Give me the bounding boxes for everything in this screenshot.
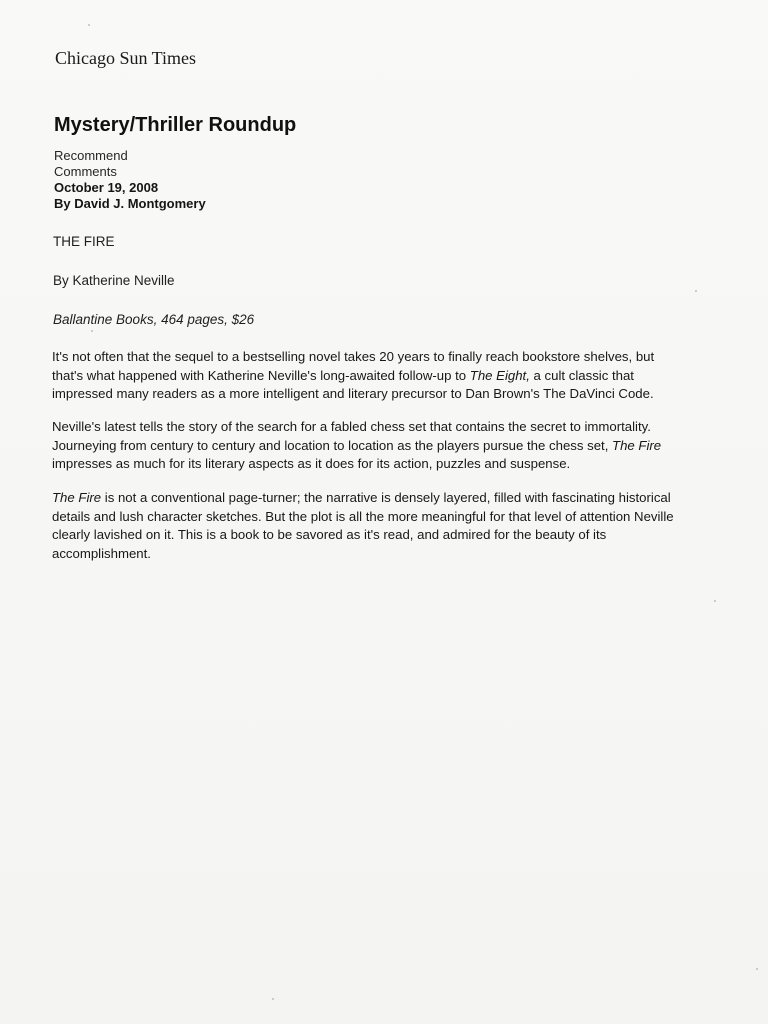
paragraph-line: details and lush character sketches. But the plot is all the more meaningful for that level of attention Neville: [52, 508, 674, 524]
book-author: By Katherine Neville: [53, 273, 175, 288]
book-publisher-info: Ballantine Books, 464 pages, $26: [53, 312, 255, 327]
paragraph-line: [52, 489, 732, 508]
paragraph-line: [52, 437, 732, 456]
paragraph-line: [52, 367, 732, 386]
review-paragraph-2: [52, 418, 732, 474]
paragraph-line: accomplishment.: [52, 545, 151, 561]
text-run: that's what happened with Katherine Neville's long-awaited follow-up to: [52, 367, 470, 383]
scan-speck: [695, 290, 697, 292]
book-title-emphasis: The Fire: [612, 437, 662, 453]
scan-speck: [91, 330, 93, 332]
book-title-emphasis: The Eight,: [469, 367, 530, 383]
review-paragraph-1: [52, 348, 732, 404]
review-paragraph-3: [52, 489, 732, 563]
book-title-emphasis: The Fire: [52, 490, 102, 505]
text-run: a cult classic that: [529, 367, 634, 383]
book-title: THE FIRE: [53, 234, 115, 249]
article-date: October 19, 2008: [54, 180, 159, 195]
comments-link[interactable]: Comments: [54, 164, 117, 179]
paragraph-line: It's not often that the sequel to a bestselling novel takes 20 years to finally reach bookstore shelves, but: [52, 349, 655, 364]
scan-speck: [88, 24, 90, 26]
scan-speck: [714, 600, 716, 602]
text-run: is not a conventional page-turner; the narrative is densely layered, filled with fascinating historical: [101, 490, 671, 505]
paragraph-line: clearly lavished on it. This is a book to be savored as it's read, and admired for the beauty of its: [52, 527, 607, 542]
paragraph-line: impressed many readers as a more intelligent and literary precursor to Dan Brown's The DaVinci Code.: [52, 386, 654, 401]
recommend-link[interactable]: Recommend: [54, 148, 128, 163]
scan-speck: [756, 968, 758, 970]
paragraph-line: impresses as much for its literary aspects as it does for its action, puzzles and suspense.: [52, 456, 571, 471]
paragraph-line: Neville's latest tells the story of the search for a fabled chess set that contains the secret to immortality.: [52, 419, 651, 434]
scan-speck: [272, 998, 274, 1000]
article-headline: Mystery/Thriller Roundup: [54, 114, 297, 136]
publication-name: Chicago Sun Times: [55, 48, 197, 68]
article-byline: By David J. Montgomery: [54, 196, 206, 211]
text-run: Journeying from century to century and location to location as the players pursue the chess set,: [52, 437, 613, 453]
